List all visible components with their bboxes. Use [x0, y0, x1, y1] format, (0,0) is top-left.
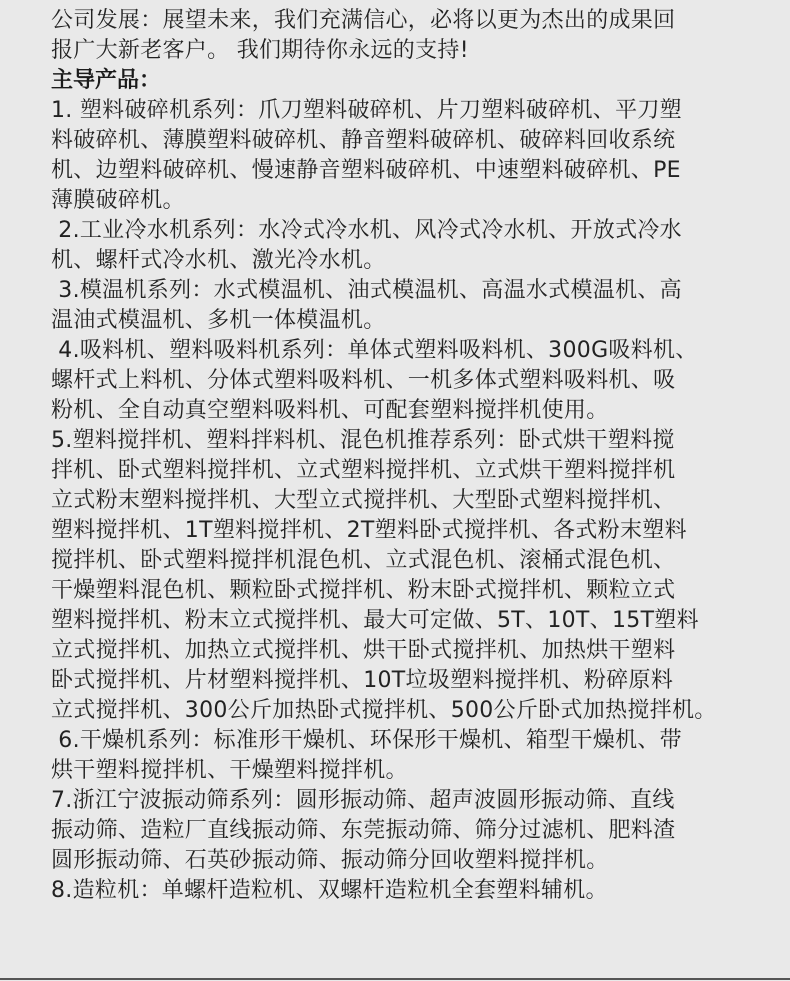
section-heading: 主导产品：: [51, 68, 162, 93]
product-line: 粉机、全自动真空塑料吸料机、可配套塑料搅拌机使用。: [51, 398, 609, 423]
product-line: 1. 塑料破碎机系列：爪刀塑料破碎机、片刀塑料破碎机、平刀塑: [51, 98, 682, 123]
product-line: 机、边塑料破碎机、慢速静音塑料破碎机、中速塑料破碎机、PE: [51, 158, 681, 183]
product-line: 5.塑料搅拌机、塑料拌料机、混色机推荐系列：卧式烘干塑料搅: [51, 428, 675, 453]
product-line: 塑料搅拌机、1T塑料搅拌机、2T塑料卧式搅拌机、各式粉末塑料: [51, 518, 687, 543]
product-line: 拌机、卧式塑料搅拌机、立式塑料搅拌机、立式烘干塑料搅拌机: [51, 458, 676, 483]
product-line: 立式粉末塑料搅拌机、大型立式搅拌机、大型卧式塑料搅拌机、: [51, 488, 676, 513]
product-line: 圆形振动筛、石英砂振动筛、振动筛分回收塑料搅拌机。: [51, 848, 609, 873]
intro-line-2: 报广大新老客户。 我们期待你永远的支持!: [51, 38, 469, 63]
product-line: 机、螺杆式冷水机、激光冷水机。: [51, 248, 386, 273]
document-body: [51, 6, 751, 906]
product-line: 卧式搅拌机、片材塑料搅拌机、10T垃圾塑料搅拌机、粉碎原料: [51, 668, 674, 693]
product-line: 4.吸料机、塑料吸料机系列：单体式塑料吸料机、300G吸料机、: [51, 338, 698, 363]
product-line: 立式搅拌机、加热立式搅拌机、烘干卧式搅拌机、加热烘干塑料: [51, 638, 676, 663]
product-line: 烘干塑料搅拌机、干燥塑料搅拌机。: [51, 758, 408, 783]
product-line: 立式搅拌机、300公斤加热卧式搅拌机、500公斤卧式加热搅拌机。: [51, 698, 717, 723]
product-line: 2.工业冷水机系列：水冷式冷水机、风冷式冷水机、开放式冷水: [51, 218, 682, 243]
product-line: 塑料搅拌机、粉末立式搅拌机、最大可定做、5T、10T、15T塑料: [51, 608, 699, 633]
product-line: 薄膜破碎机。: [51, 188, 185, 213]
intro-line-1: 公司发展：展望未来，我们充满信心，必将以更为杰出的成果回: [51, 8, 676, 33]
product-line: 7.浙江宁波振动筛系列：圆形振动筛、超声波圆形振动筛、直线: [51, 788, 675, 813]
product-line: 3.模温机系列：水式模温机、油式模温机、高温水式模温机、高: [51, 278, 682, 303]
product-line: 搅拌机、卧式塑料搅拌机混色机、立式混色机、滚桶式混色机、: [51, 548, 676, 573]
product-line: 料破碎机、薄膜塑料破碎机、静音塑料破碎机、破碎料回收系统: [51, 128, 676, 153]
product-line: 8.造粒机：单螺杆造粒机、双螺杆造粒机全套塑料辅机。: [51, 878, 608, 903]
product-line: 6.干燥机系列：标准形干燥机、环保形干燥机、箱型干燥机、带: [51, 728, 682, 753]
product-line: 螺杆式上料机、分体式塑料吸料机、一机多体式塑料吸料机、吸: [51, 368, 676, 393]
product-line: 温油式模温机、多机一体模温机。: [51, 308, 386, 333]
bottom-divider: [0, 978, 790, 980]
product-line: 振动筛、造粒厂直线振动筛、东莞振动筛、筛分过滤机、肥料渣: [51, 818, 676, 843]
product-line: 干燥塑料混色机、颗粒卧式搅拌机、粉末卧式搅拌机、颗粒立式: [51, 578, 676, 603]
product-list: [51, 96, 751, 906]
